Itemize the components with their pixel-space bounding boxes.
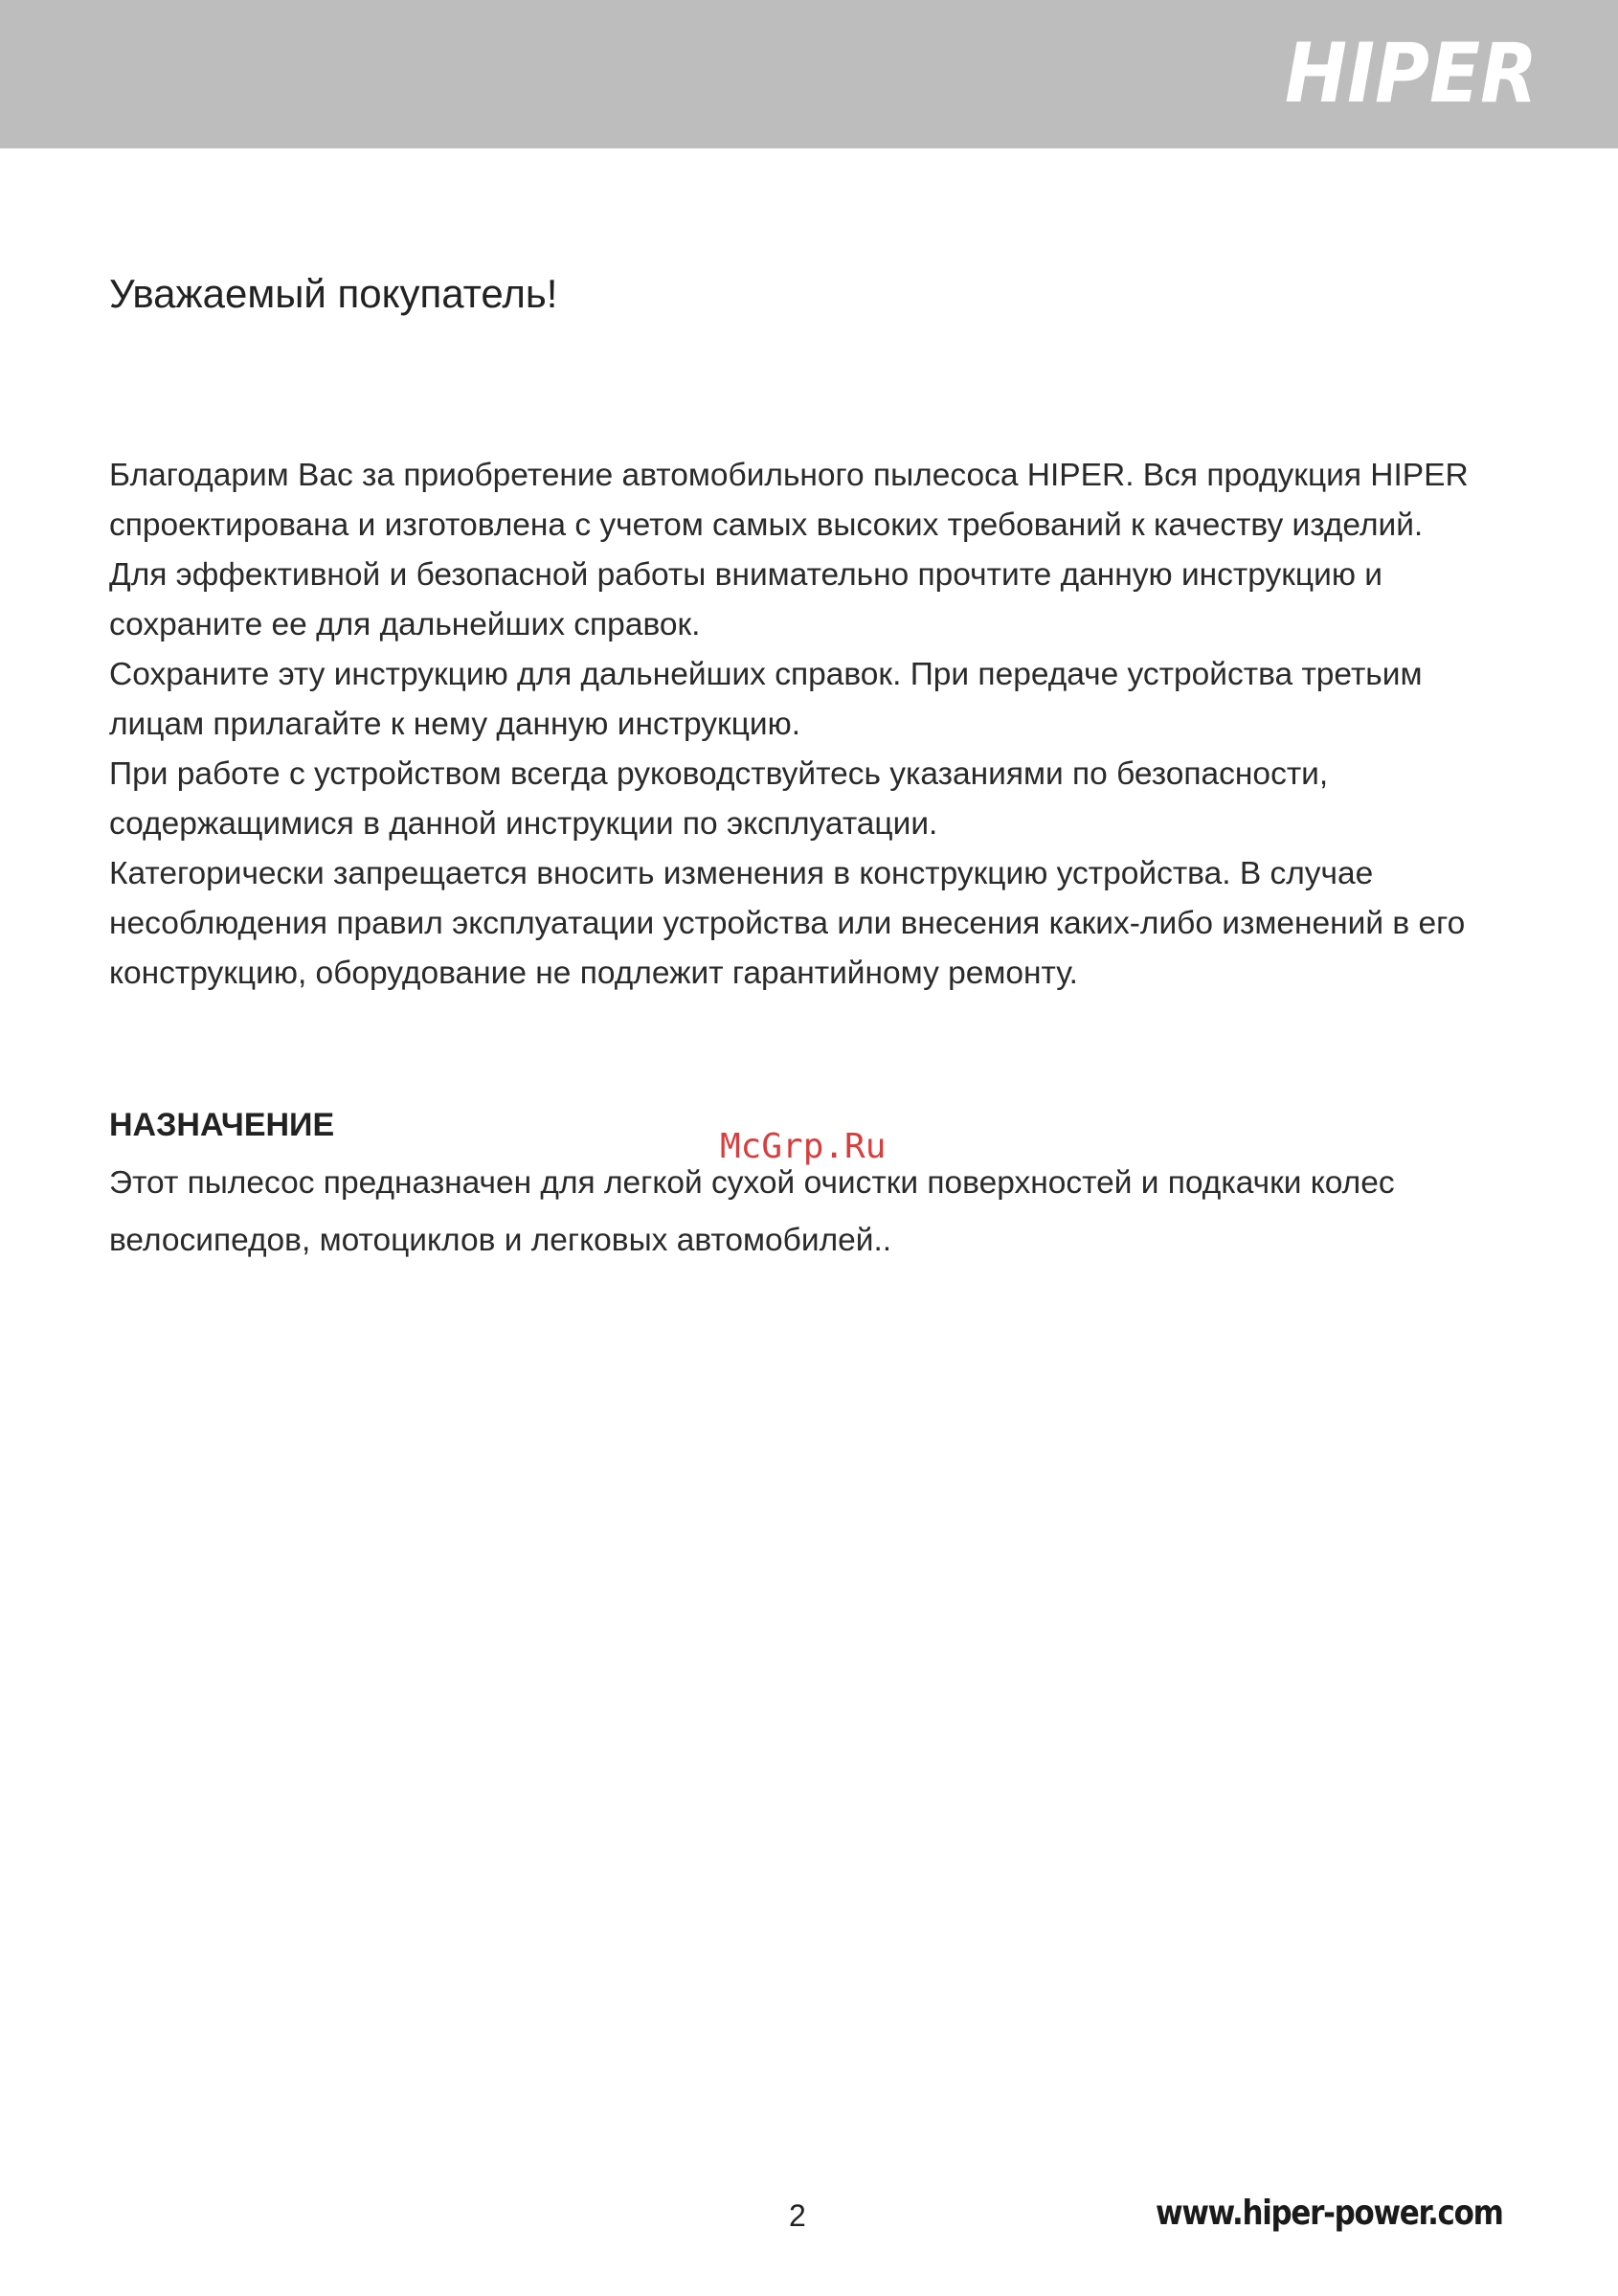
intro-text	[109, 451, 1517, 999]
intro-paragraph: При работе с устройством всегда руководствуйтесь указаниями по безопасности, содержащимися в данной инструкции по эксплуатации.	[109, 756, 1329, 842]
intro-paragraph: Сохраните эту инструкцию для дальнейших справок. При передаче устройства третьим лицам прилагайте к нему данную инструкцию.	[109, 657, 1423, 742]
website-url: www.hiper-power.com	[1156, 2194, 1503, 2233]
logo-text: HIPER	[1285, 29, 1538, 115]
intro-paragraph: Категорически запрещается вносить изменения в конструкцию устройства. В случае несоблюдения правил эксплуатации устройства или внесения каких-либо изменений в его конструкцию, оборудование не подлежит гарантийному ремонту.	[109, 856, 1466, 991]
header-band	[0, 0, 1618, 148]
intro-paragraph: Для эффективной и безопасной работы внимательно прочтите данную инструкцию и сохраните ее для дальнейших справок.	[109, 557, 1382, 642]
greeting-heading: Уважаемый покупатель!	[109, 271, 558, 316]
hiper-logo-graphic	[1281, 29, 1539, 115]
intro-paragraph: Благодарим Вас за приобретение автомобильного пылесоса HIPER. Вся продукция HIPER спроектирована и изготовлена с учетом самых высоких требований к качеству изделий.	[109, 458, 1469, 543]
purpose-text: Этот пылесос предназначен для легкой сухой очистки поверхностей и подкачки колес велосипедов, мотоциклов и легковых автомобилей..	[109, 1165, 1395, 1258]
purpose-heading: НАЗНАЧЕНИЕ	[109, 1107, 335, 1143]
watermark: McGrp.Ru	[720, 1127, 887, 1166]
hiper-logo	[1281, 29, 1539, 115]
page-number: 2	[789, 2198, 806, 2233]
